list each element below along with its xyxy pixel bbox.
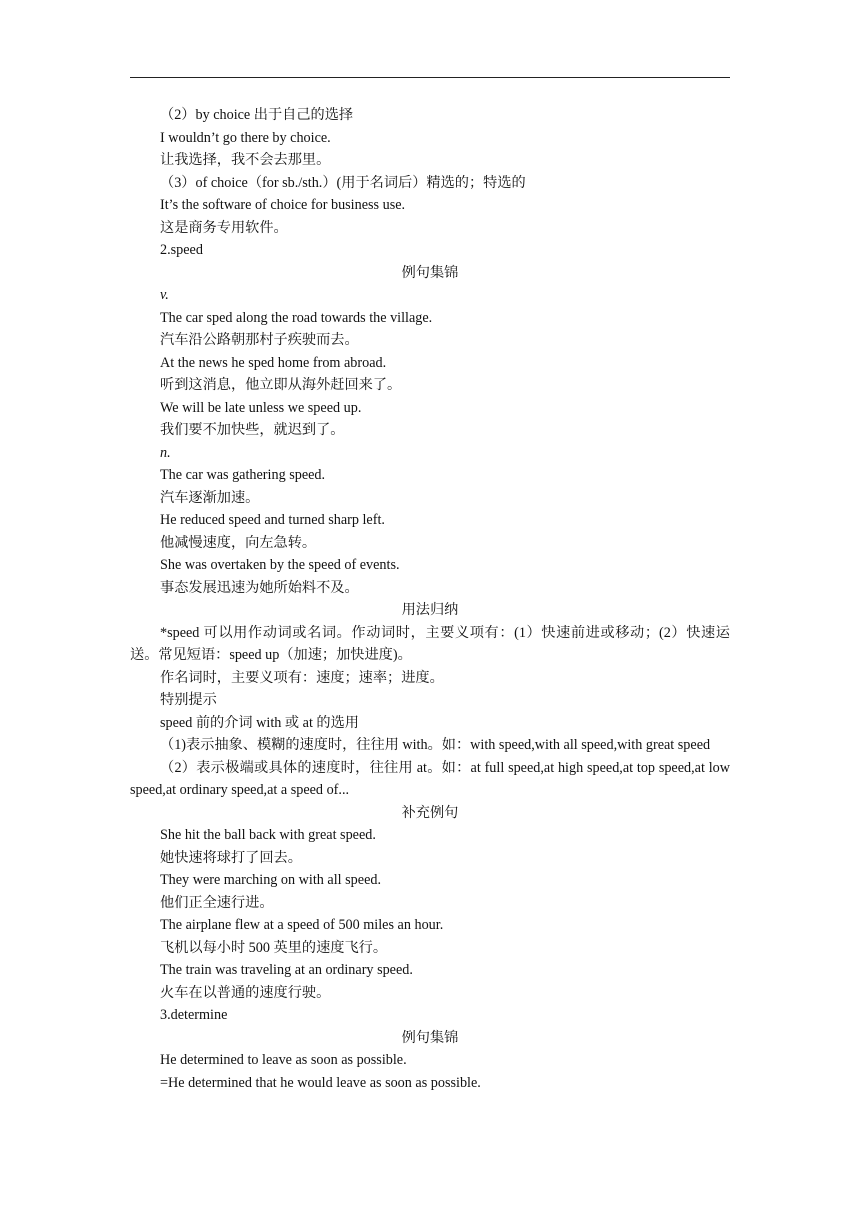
section-heading: 用法归纳 — [401, 602, 459, 618]
section-heading: 例句集锦 — [401, 264, 459, 281]
document-body — [130, 104, 730, 1094]
text-line: They were marching on with all speed. — [160, 872, 382, 888]
text-line: 这是商务专用软件。 — [160, 219, 288, 236]
text-line: I wouldn’t go there by choice. — [160, 129, 331, 146]
part-of-speech-label: n. — [160, 444, 171, 461]
text-line: speed 前的介词 with 或 at 的选用 — [160, 714, 359, 731]
text-line: （1)表示抽象、模糊的速度时，往往用 with。如：with speed,with all speed,with great speed — [160, 737, 711, 753]
text-line: At the news he sped home from abroad. — [160, 354, 387, 371]
text-line: 听到这消息，他立即从海外赶回来了。 — [160, 377, 402, 393]
text-line: 让我选择，我不会去那里。 — [160, 152, 331, 168]
text-line: He reduced speed and turned sharp left. — [160, 512, 385, 528]
text-line: She was overtaken by the speed of events. — [160, 557, 400, 573]
text-line: The car was gathering speed. — [160, 467, 326, 483]
text-line: =He determined that he would leave as soon as possible. — [160, 1074, 481, 1091]
text-line: 事态发展迅速为她所始料不及。 — [160, 579, 359, 596]
section-number: 3.determine — [160, 1007, 228, 1023]
header-rule — [130, 77, 730, 78]
text-line: The car sped along the road towards the village. — [160, 309, 433, 326]
text-line: The airplane flew at a speed of 500 miles an hour. — [160, 917, 444, 933]
paragraph: （2）表示极端或具体的速度时，往往用 at。如：at full speed,at high speed,at top speed,at low speed,at ordinary speed,at a speed of... — [130, 759, 730, 798]
text-line: 作名词时，主要义项有：速度；速率；进度。 — [160, 669, 444, 686]
paragraph: *speed 可以用作动词或名词。作动词时，主要义项有：(1）快速前进或移动；(2）快速运送。常见短语：speed up（加速；加快进度)。 — [130, 624, 730, 663]
text-line: （3）of choice（for sb./sth.）(用于名词后）精选的；特选的 — [160, 174, 526, 191]
section-number: 2.speed — [160, 242, 203, 258]
text-line: 他减慢速度，向左急转。 — [160, 534, 317, 551]
text-line: 飞机以每小时 500 英里的速度飞行。 — [160, 939, 388, 956]
section-heading: 补充例句 — [401, 804, 459, 821]
text-line: We will be late unless we speed up. — [160, 399, 362, 416]
text-line: 火车在以普通的速度行驶。 — [160, 984, 331, 1001]
text-line: He determined to leave as soon as possible. — [160, 1052, 407, 1068]
part-of-speech-label: v. — [160, 287, 169, 303]
text-line: She hit the ball back with great speed. — [160, 827, 376, 843]
text-line: It’s the software of choice for business use. — [160, 197, 406, 213]
text-line: The train was traveling at an ordinary speed. — [160, 962, 413, 978]
text-line: 特别提示 — [160, 692, 217, 708]
text-line: 他们正全速行进。 — [160, 894, 274, 911]
text-line: （2）by choice 出于自己的选择 — [160, 107, 354, 123]
text-line: 汽车逐渐加速。 — [160, 489, 260, 506]
text-line: 汽车沿公路朝那村子疾驶而去。 — [160, 332, 359, 348]
text-line: 她快速将球打了回去。 — [160, 849, 302, 866]
text-line: 我们要不加快些，就迟到了。 — [160, 422, 345, 438]
section-heading: 例句集锦 — [401, 1029, 459, 1046]
